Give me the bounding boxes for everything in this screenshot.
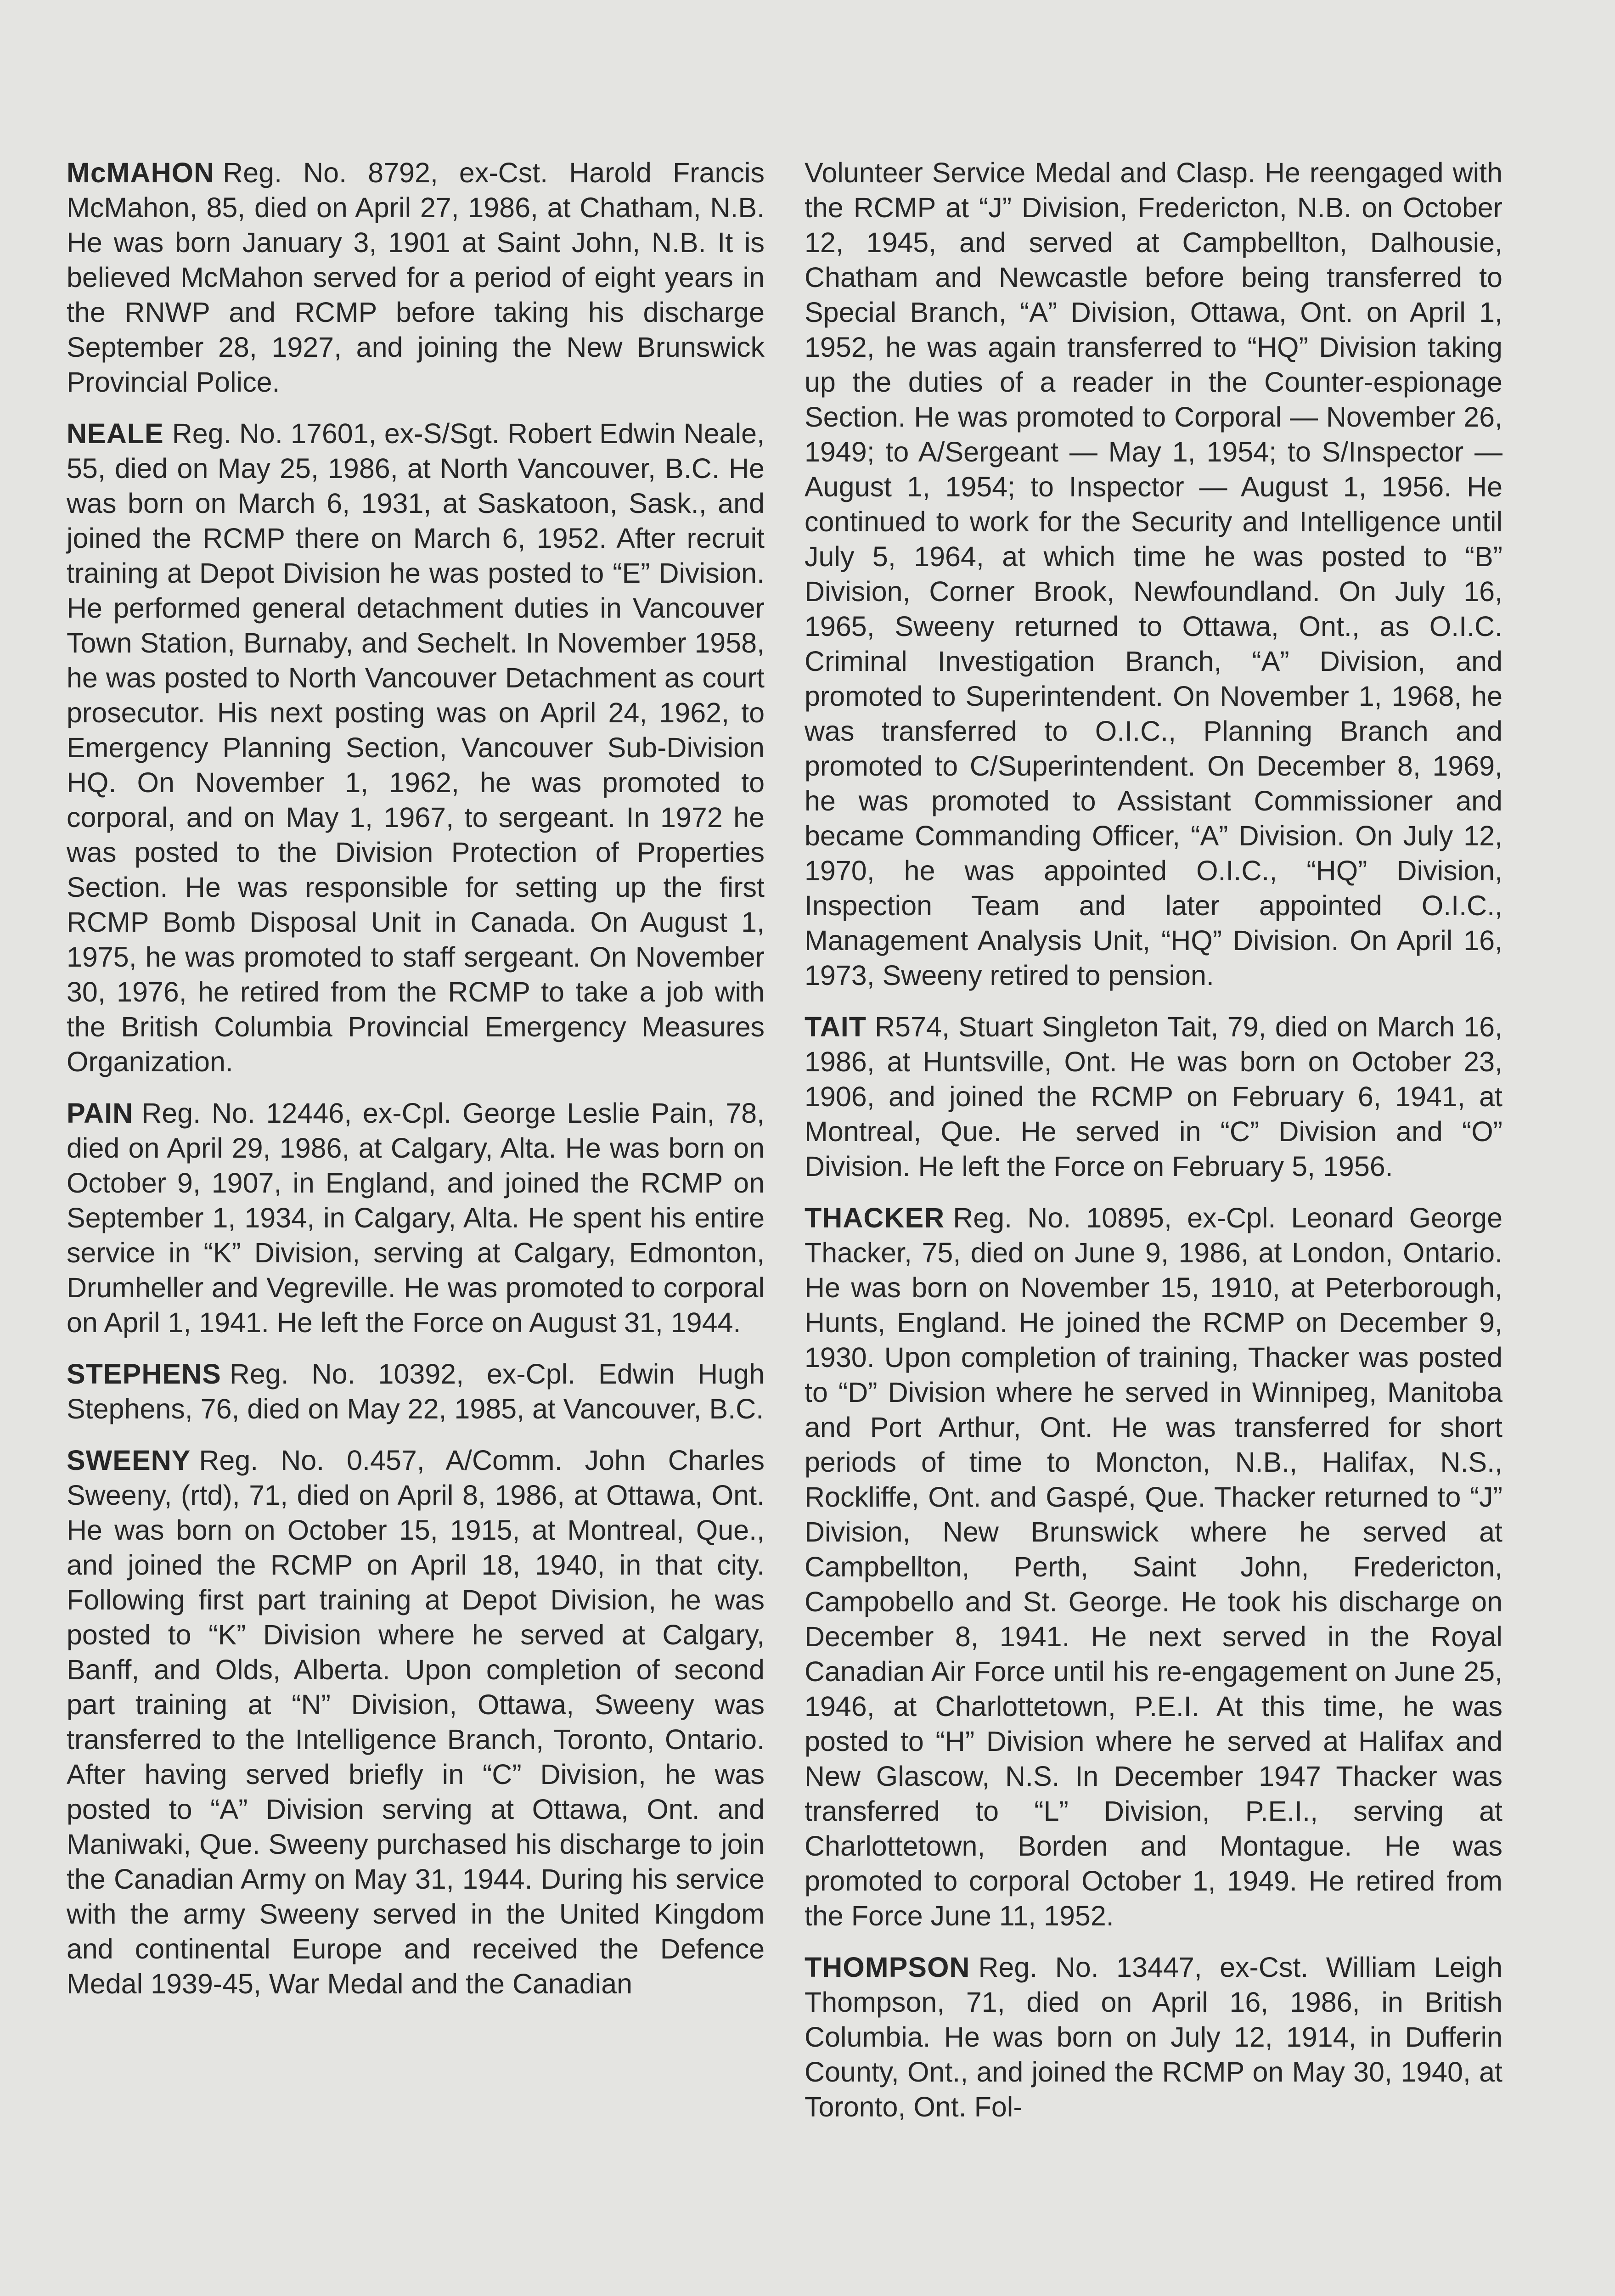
- right-column: [805, 155, 1502, 2141]
- obituary-entry: [805, 1200, 1502, 1933]
- obituary-entry: [67, 1356, 765, 1426]
- obituary-text: Reg. No. 8792, ex-Cst. Harold Francis McMahon, 85, died on April 27, 1986, at Chatham, N.B. He was born January 3, 1901 at Saint John, N.B. It is believed McMahon served for a period of eight years in the RNWP and RCMP before taking his discharge September 28, 1927, and joining the New Brunswick Provincial Police.: [67, 157, 765, 398]
- obituary-text: Reg. No. 0.457, A/Comm. John Charles Sweeny, (rtd), 71, died on April 8, 1986, at Ottawa, Ont. He was born on October 15, 1915, at Montreal, Que., and joined the RCMP on April 18, 1940, in that city. Following first part training at Depot Division, he was posted to “K” Division where he served at Calgary, Banff, and Olds, Alberta. Upon completion of second part training at “N” Division, Ottawa, Sweeny was transferred to the Intelligence Branch, Toronto, Ontario. After having served briefly in “C” Division, he was posted to “A” Division serving at Ottawa, Ont. and Maniwaki, Que. Sweeny purchased his discharge to join the Canadian Army on May 31, 1944. During his service with the army Sweeny served in the United Kingdom and continental Europe and received the Defence Medal 1939-45, War Medal and the Canadian: [67, 1445, 765, 1999]
- obituary-surname: McMAHON: [67, 157, 215, 188]
- obituary-entry: [805, 1009, 1502, 1184]
- obituary-entry: [67, 1096, 765, 1340]
- obituary-text: R574, Stuart Singleton Tait, 79, died on March 16, 1986, at Huntsville, Ont. He was born on October 23, 1906, and joined the RCMP on February 6, 1941, at Montreal, Que. He served in “C” Division and “O” Division. He left the Force on February 5, 1956.: [805, 1011, 1502, 1182]
- obituary-entry: [67, 1443, 765, 2001]
- obituary-text: Reg. No. 10895, ex-Cpl. Leonard George Thacker, 75, died on June 9, 1986, at London, Ontario. He was born on November 15, 1910, at Peterborough, Hunts, England. He joined the RCMP on December 9, 1930. Upon completion of training, Thacker was posted to “D” Division where he served in Winnipeg, Manitoba and Port Arthur, Ont. He was transferred for short periods of time to Moncton, N.B., Halifax, N.S., Rockliffe, Ont. and Gaspé, Que. Thacker returned to “J” Division, New Brunswick where he served at Campbellton, Perth, Saint John, Fredericton, Campobello and St. George. He took his discharge on December 8, 1941. He next served in the Royal Canadian Air Force until his re-engagement on June 25, 1946, at Charlottetown, P.E.I. At this time, he was posted to “H” Division where he served at Halifax and New Glascow, N.S. In December 1947 Thacker was transferred to “L” Division, P.E.I., serving at Charlottetown, Borden and Montague. He was promoted to corporal October 1, 1949. He retired from the Force June 11, 1952.: [805, 1202, 1502, 1931]
- obituary-entry: [805, 1950, 1502, 2124]
- obituary-surname: THOMPSON: [805, 1952, 970, 1983]
- obituary-surname: STEPHENS: [67, 1358, 221, 1390]
- obituary-entry: [67, 416, 765, 1079]
- obituary-surname: TAIT: [805, 1011, 867, 1042]
- obituary-text: Reg. No. 13447, ex-Cst. William Leigh Thompson, 71, died on April 16, 1986, in British Columbia. He was born on July 12, 1914, in Dufferin County, Ont., and joined the RCMP on May 30, 1940, at Toronto, Ont. Fol-: [805, 1952, 1502, 2122]
- obituary-text: Reg. No. 10392, ex-Cpl. Edwin Hugh Stephens, 76, died on May 22, 1985, at Vancouver, B.C.: [67, 1358, 765, 1424]
- left-column: [67, 155, 765, 2018]
- obituary-continuation: [805, 155, 1502, 993]
- obituary-entry: [67, 155, 765, 400]
- obituary-surname: THACKER: [805, 1202, 945, 1233]
- obituary-text: Reg. No. 17601, ex-S/Sgt. Robert Edwin Neale, 55, died on May 25, 1986, at North Vancouver, B.C. He was born on March 6, 1931, at Saskatoon, Sask., and joined the RCMP there on March 6, 1952. After recruit training at Depot Division he was posted to “E” Division. He performed general detachment duties in Vancouver Town Station, Burnaby, and Sechelt. In November 1958, he was posted to North Vancouver Detachment as court prosecutor. His next posting was on April 24, 1962, to Emergency Planning Section, Vancouver Sub-Division HQ. On November 1, 1962, he was promoted to corporal, and on May 1, 1967, to sergeant. In 1972 he was posted to the Division Protection of Properties Section. He was responsible for setting up the first RCMP Bomb Disposal Unit in Canada. On August 1, 1975, he was promoted to staff sergeant. On November 30, 1976, he retired from the RCMP to take a job with the British Columbia Provincial Emergency Measures Organization.: [67, 418, 765, 1077]
- obituary-text: Volunteer Service Medal and Clasp. He reengaged with the RCMP at “J” Division, Fredericton, N.B. on October 12, 1945, and served at Campbellton, Dalhousie, Chatham and Newcastle before being transferred to Special Branch, “A” Division, Ottawa, Ont. on April 1, 1952, he was again transferred to “HQ” Division taking up the duties of a reader in the Counter-espionage Section. He was promoted to Corporal — November 26, 1949; to A/Sergeant — May 1, 1954; to S/Inspector — August 1, 1954; to Inspector — August 1, 1956. He continued to work for the Security and Intelligence until July 5, 1964, at which time he was posted to “B” Division, Corner Brook, Newfoundland. On July 16, 1965, Sweeny returned to Ottawa, Ont., as O.I.C. Criminal Investigation Branch, “A” Division, and promoted to Superintendent. On November 1, 1968, he was transferred to O.I.C., Planning Branch and promoted to C/Superintendent. On December 8, 1969, he was promoted to Assistant Commissioner and became Commanding Officer, “A” Division. On July 12, 1970, he was appointed O.I.C., “HQ” Division, Inspection Team and later appointed O.I.C., Management Analysis Unit, “HQ” Division. On April 16, 1973, Sweeny retired to pension.: [805, 157, 1502, 991]
- obituary-surname: NEALE: [67, 418, 164, 449]
- obituary-surname: PAIN: [67, 1097, 134, 1129]
- obituary-text: Reg. No. 12446, ex-Cpl. George Leslie Pain, 78, died on April 29, 1986, at Calgary, Alta. He was born on October 9, 1907, in England, and joined the RCMP on September 1, 1934, in Calgary, Alta. He spent his entire service in “K” Division, serving at Calgary, Edmonton, Drumheller and Vegreville. He was promoted to corporal on April 1, 1941. He left the Force on August 31, 1944.: [67, 1097, 765, 1338]
- obituary-surname: SWEENY: [67, 1445, 191, 1476]
